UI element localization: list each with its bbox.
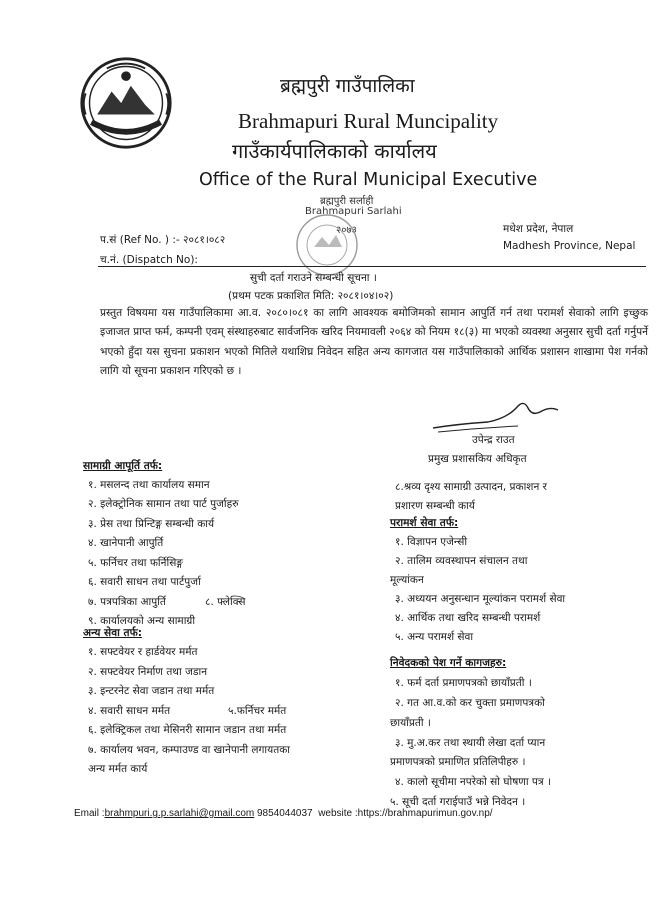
list-item: ५. सूची दर्ता गराईपाउँ भन्ने निवेदन । (390, 796, 526, 808)
list-item: ४. आर्थिक तथा खरिद सम्बन्धी परामर्श (395, 612, 541, 624)
list-item: अन्य मर्मत कार्य (88, 763, 148, 775)
established-year: २०७३ (336, 225, 357, 236)
header-divider (98, 266, 646, 267)
list-item: ६. सवारी साधन तथा पार्टपुर्जा (88, 576, 201, 588)
list-item: ७. कार्यालय भवन, कम्पाउण्ड वा खानेपानी लगायतका (88, 744, 290, 756)
phone-number: 9854044037 (257, 808, 313, 819)
office-stamp (282, 205, 372, 275)
list-item: मूल्यांकन (390, 574, 424, 586)
list-item: ४. सवारी साधन मर्मत (88, 705, 171, 717)
list-item: १. फर्म दर्ता प्रमाणपत्रको छायाँप्रती । (395, 677, 532, 689)
signatory-name: उपेन्द्र राउत (472, 434, 515, 446)
list-item: ४. खानेपानी आपुर्ति (88, 537, 164, 549)
list-item: ३. इन्टरनेट सेवा जडान तथा मर्मत (88, 685, 215, 697)
signatory-title: प्रमुख प्रशासकिय अधिकृत (428, 453, 527, 465)
reference-number: प.सं (Ref No. ) :- २०८१।०८२ (100, 234, 226, 246)
list-item: ५. अन्य परामर्श सेवा (395, 631, 474, 643)
list-item: ८.श्रव्य दृश्य सामाग्री उत्पादन, प्रकाशन र (395, 481, 547, 493)
notice-body: प्रस्तुत विषयमा यस गाउँपालिकामा आ.व. २०८०।०८१ का लागि आवश्यक बमोजिमको सामान आपुर्ति गर्न तथा परामर्श सेवाको लागि इच्छुक इजाजत प्राप्त फर्म, कम्पनी एवम् संस्थाहरुबाट सार्वजनिक खरिद नियमावली २०६४ को नियम १८(३) मा भएको व्यवस्था अनुसार सुची दर्ता गर्नुपर्ने भएको हुँदा यस सुचना प्रकाशन भएको मितिले यथाशिघ्र निवेदन सहित अन्य कागजात यस गाउँपालिकाको आर्थिक प्रशासन शाखामा पेश गर्नको लागि यो सूचना प्रकाशन गरिएको छ । (100, 307, 648, 377)
list-item: १. सफ्टवेयर र हार्डवेयर मर्मत (88, 646, 198, 658)
email-label: Email : (74, 808, 105, 819)
list-item: २. सफ्टवेयर निर्माण तथा जडान (88, 666, 208, 678)
list-item: १. विज्ञापन एजेन्सी (395, 536, 468, 548)
list-item: ३. मु.अ.कर तथा स्थायी लेखा दर्ता प्यान (395, 737, 546, 749)
province-nepali: मधेश प्रदेश, नेपाल (503, 223, 574, 235)
email-link[interactable]: brahmpuri.g.p.sarlahi@gmail.com (104, 808, 255, 819)
website-label: website : (318, 808, 358, 819)
other-services-heading: अन्य सेवा तर्फ: (83, 627, 142, 639)
office-name-nepali: गाउँकार्यपालिकाको कार्यालय (232, 139, 437, 163)
footer-contact (74, 808, 493, 819)
list-item: ५. फर्निचर तथा फर्निसिङ्ग (88, 557, 183, 569)
list-item: ५.फर्निचर मर्मत (228, 705, 287, 717)
list-item: ३. प्रेस तथा प्रिन्टिङ्ग सम्बन्धी कार्य (88, 518, 215, 530)
notice-subtitle: (प्रथम पटक प्रकाशित मिति: २०८१।०४।०२) (228, 290, 394, 302)
notice-title: सुची दर्ता गराउने सम्बन्धी सूचना । (250, 272, 377, 284)
municipality-name-nepali: ब्रह्मपुरी गाउँपालिका (280, 75, 415, 97)
list-item: ८. फ्लेक्सि (205, 596, 246, 608)
handwritten-signature (428, 398, 568, 438)
list-item: २. तालिम व्यवस्थापन संचालन तथा (395, 555, 528, 567)
list-item: २. गत आ.व.को कर चुक्ता प्रमाणपत्रको (395, 697, 545, 709)
documents-heading: निवेदकको पेश गर्ने कागजहरु: (390, 657, 507, 669)
supply-heading: सामाग्री आपूर्ति तर्फ: (83, 460, 163, 472)
list-item: प्रमाणपत्रको प्रमाणित प्रतिलिपीहरु । (390, 756, 526, 768)
list-item: प्रशारण सम्बन्धी कार्य (395, 500, 475, 512)
list-item: ४. कालो सूचीमा नपरेको सो घोषणा पत्र । (395, 776, 551, 788)
list-item: १. मसलन्द तथा कार्यालय समान (88, 479, 210, 491)
list-item: २. इलेक्ट्रोनिक सामान तथा पार्ट पुर्जाहरु (88, 498, 239, 510)
government-emblem-logo (78, 55, 174, 151)
list-item: ६. इलेक्ट्रिकल तथा मेसिनरी सामान जडान तथा मर्मत (88, 724, 287, 736)
list-item: छायाँप्रती । (390, 717, 431, 729)
list-item: ९. कार्यालयको अन्य सामाग्री (88, 615, 196, 627)
province-english: Madhesh Province, Nepal (503, 240, 636, 252)
consulting-heading: परामर्श सेवा तर्फ: (390, 517, 459, 529)
place-nepali: ब्रह्मपुरी सर्लाही (320, 196, 374, 207)
list-item: ७. पत्रपत्रिका आपुर्ति (88, 596, 166, 608)
place-english: Brahmapuri Sarlahi (305, 206, 402, 217)
dispatch-number: च.नं. (Dispatch No): (100, 254, 198, 266)
website-link[interactable]: https://brahmapurimun.gov.np/ (357, 808, 493, 819)
list-item: ३. अध्ययन अनुसन्धान मूल्यांकन परामर्श सेवा (395, 593, 566, 605)
office-name-english: Office of the Rural Municipal Executive (199, 170, 538, 190)
municipality-name-english: Brahmapuri Rural Muncipality (238, 109, 499, 133)
